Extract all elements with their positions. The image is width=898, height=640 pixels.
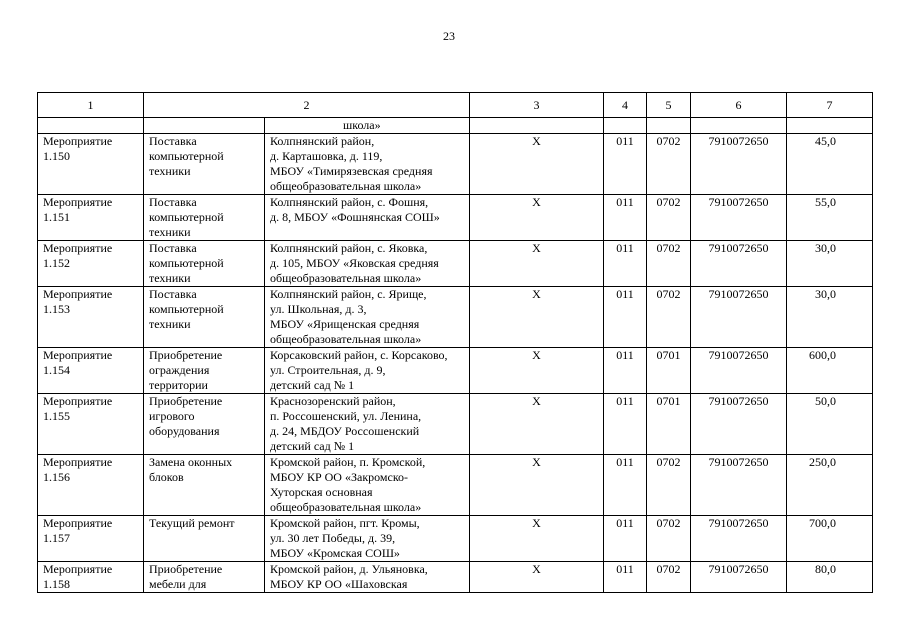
- col6-cell: 7910072650: [691, 348, 787, 394]
- col3-cell: Х: [470, 394, 604, 455]
- table-row: [38, 516, 873, 562]
- col5-cell: 0702: [647, 562, 691, 593]
- table-row: [38, 134, 873, 195]
- col4-cell: 011: [604, 562, 647, 593]
- col7-cell: 30,0: [787, 241, 873, 287]
- col3-cell: Х: [470, 134, 604, 195]
- page-number: 23: [443, 29, 455, 43]
- location-cell: Кромской район, п. Кромской, МБОУ КР ОО «Закромско- Хуторская основная общеобразовательная школа»: [265, 455, 470, 516]
- continuation-text: школа»: [265, 118, 470, 134]
- col3-cell: Х: [470, 455, 604, 516]
- col5-cell: 0702: [647, 241, 691, 287]
- col6-cell: 7910072650: [691, 241, 787, 287]
- purpose-cell: Приобретение ограждения территории: [144, 348, 265, 394]
- col7-cell: 30,0: [787, 287, 873, 348]
- table-row: [38, 241, 873, 287]
- continuation-row: [38, 118, 873, 134]
- col5-cell: 0702: [647, 134, 691, 195]
- col7-cell: 600,0: [787, 348, 873, 394]
- header-col-4: 4: [604, 93, 647, 118]
- col6-cell: 7910072650: [691, 516, 787, 562]
- col4-cell: 011: [604, 195, 647, 241]
- col4-cell: 011: [604, 394, 647, 455]
- location-cell: Колпнянский район, д. Карташовка, д. 119, МБОУ «Тимирязевская средняя общеобразовательная школа»: [265, 134, 470, 195]
- table-row: [38, 562, 873, 593]
- header-col-7: 7: [787, 93, 873, 118]
- col6-cell: 7910072650: [691, 394, 787, 455]
- col4-cell: 011: [604, 241, 647, 287]
- measure-cell: Мероприятие 1.150: [38, 134, 144, 195]
- header-col-2: 2: [144, 93, 470, 118]
- header-row: [38, 93, 873, 118]
- col4-cell: 011: [604, 455, 647, 516]
- measure-cell: Мероприятие 1.153: [38, 287, 144, 348]
- table-row: [38, 348, 873, 394]
- purpose-cell: Приобретение мебели для: [144, 562, 265, 593]
- location-cell: Краснозоренский район, п. Россошенский, ул. Ленина, д. 24, МБДОУ Россошенский детский сад № 1: [265, 394, 470, 455]
- col7-cell: 55,0: [787, 195, 873, 241]
- col5-cell: 0702: [647, 195, 691, 241]
- location-cell: Кромской район, пгт. Кромы, ул. 30 лет Победы, д. 39, МБОУ «Кромская СОШ»: [265, 516, 470, 562]
- col6-cell: 7910072650: [691, 287, 787, 348]
- purpose-cell: Текущий ремонт: [144, 516, 265, 562]
- purpose-cell: Приобретение игрового оборудования: [144, 394, 265, 455]
- col6-cell: 7910072650: [691, 455, 787, 516]
- location-cell: Корсаковский район, с. Корсаково, ул. Строительная, д. 9, детский сад № 1: [265, 348, 470, 394]
- location-cell: Колпнянский район, с. Яковка, д. 105, МБОУ «Яковская средняя общеобразовательная школа»: [265, 241, 470, 287]
- col6-cell: 7910072650: [691, 562, 787, 593]
- col7-cell: 45,0: [787, 134, 873, 195]
- measure-cell: Мероприятие 1.155: [38, 394, 144, 455]
- header-col-1: 1: [38, 93, 144, 118]
- col5-cell: 0701: [647, 348, 691, 394]
- col4-cell: 011: [604, 348, 647, 394]
- col7-cell: 700,0: [787, 516, 873, 562]
- table-row: [38, 287, 873, 348]
- purpose-cell: Поставка компьютерной техники: [144, 287, 265, 348]
- col5-cell: 0701: [647, 394, 691, 455]
- col5-cell: 0702: [647, 287, 691, 348]
- col3-cell: Х: [470, 516, 604, 562]
- col3-cell: Х: [470, 195, 604, 241]
- location-cell: Колпнянский район, с. Фошня, д. 8, МБОУ «Фошнянская СОШ»: [265, 195, 470, 241]
- purpose-cell: Поставка компьютерной техники: [144, 134, 265, 195]
- table-row: [38, 195, 873, 241]
- col6-cell: 7910072650: [691, 134, 787, 195]
- col7-cell: 250,0: [787, 455, 873, 516]
- col5-cell: 0702: [647, 455, 691, 516]
- purpose-cell: Поставка компьютерной техники: [144, 241, 265, 287]
- table-row: [38, 394, 873, 455]
- header-col-5: 5: [647, 93, 691, 118]
- measure-cell: Мероприятие 1.157: [38, 516, 144, 562]
- location-cell: Кромской район, д. Ульяновка, МБОУ КР ОО «Шаховская: [265, 562, 470, 593]
- col3-cell: Х: [470, 241, 604, 287]
- col3-cell: Х: [470, 562, 604, 593]
- measure-cell: Мероприятие 1.158: [38, 562, 144, 593]
- measures-table: [37, 92, 873, 593]
- col3-cell: Х: [470, 287, 604, 348]
- measure-cell: Мероприятие 1.156: [38, 455, 144, 516]
- purpose-cell: Поставка компьютерной техники: [144, 195, 265, 241]
- col6-cell: 7910072650: [691, 195, 787, 241]
- measure-cell: Мероприятие 1.152: [38, 241, 144, 287]
- location-cell: Колпнянский район, с. Ярище, ул. Школьная, д. 3, МБОУ «Ярищенская средняя общеобразовательная школа»: [265, 287, 470, 348]
- col3-cell: Х: [470, 348, 604, 394]
- measure-cell: Мероприятие 1.151: [38, 195, 144, 241]
- col4-cell: 011: [604, 134, 647, 195]
- col4-cell: 011: [604, 287, 647, 348]
- header-col-3: 3: [470, 93, 604, 118]
- col7-cell: 50,0: [787, 394, 873, 455]
- measure-cell: Мероприятие 1.154: [38, 348, 144, 394]
- table-row: [38, 455, 873, 516]
- col5-cell: 0702: [647, 516, 691, 562]
- col7-cell: 80,0: [787, 562, 873, 593]
- purpose-cell: Замена оконных блоков: [144, 455, 265, 516]
- col4-cell: 011: [604, 516, 647, 562]
- header-col-6: 6: [691, 93, 787, 118]
